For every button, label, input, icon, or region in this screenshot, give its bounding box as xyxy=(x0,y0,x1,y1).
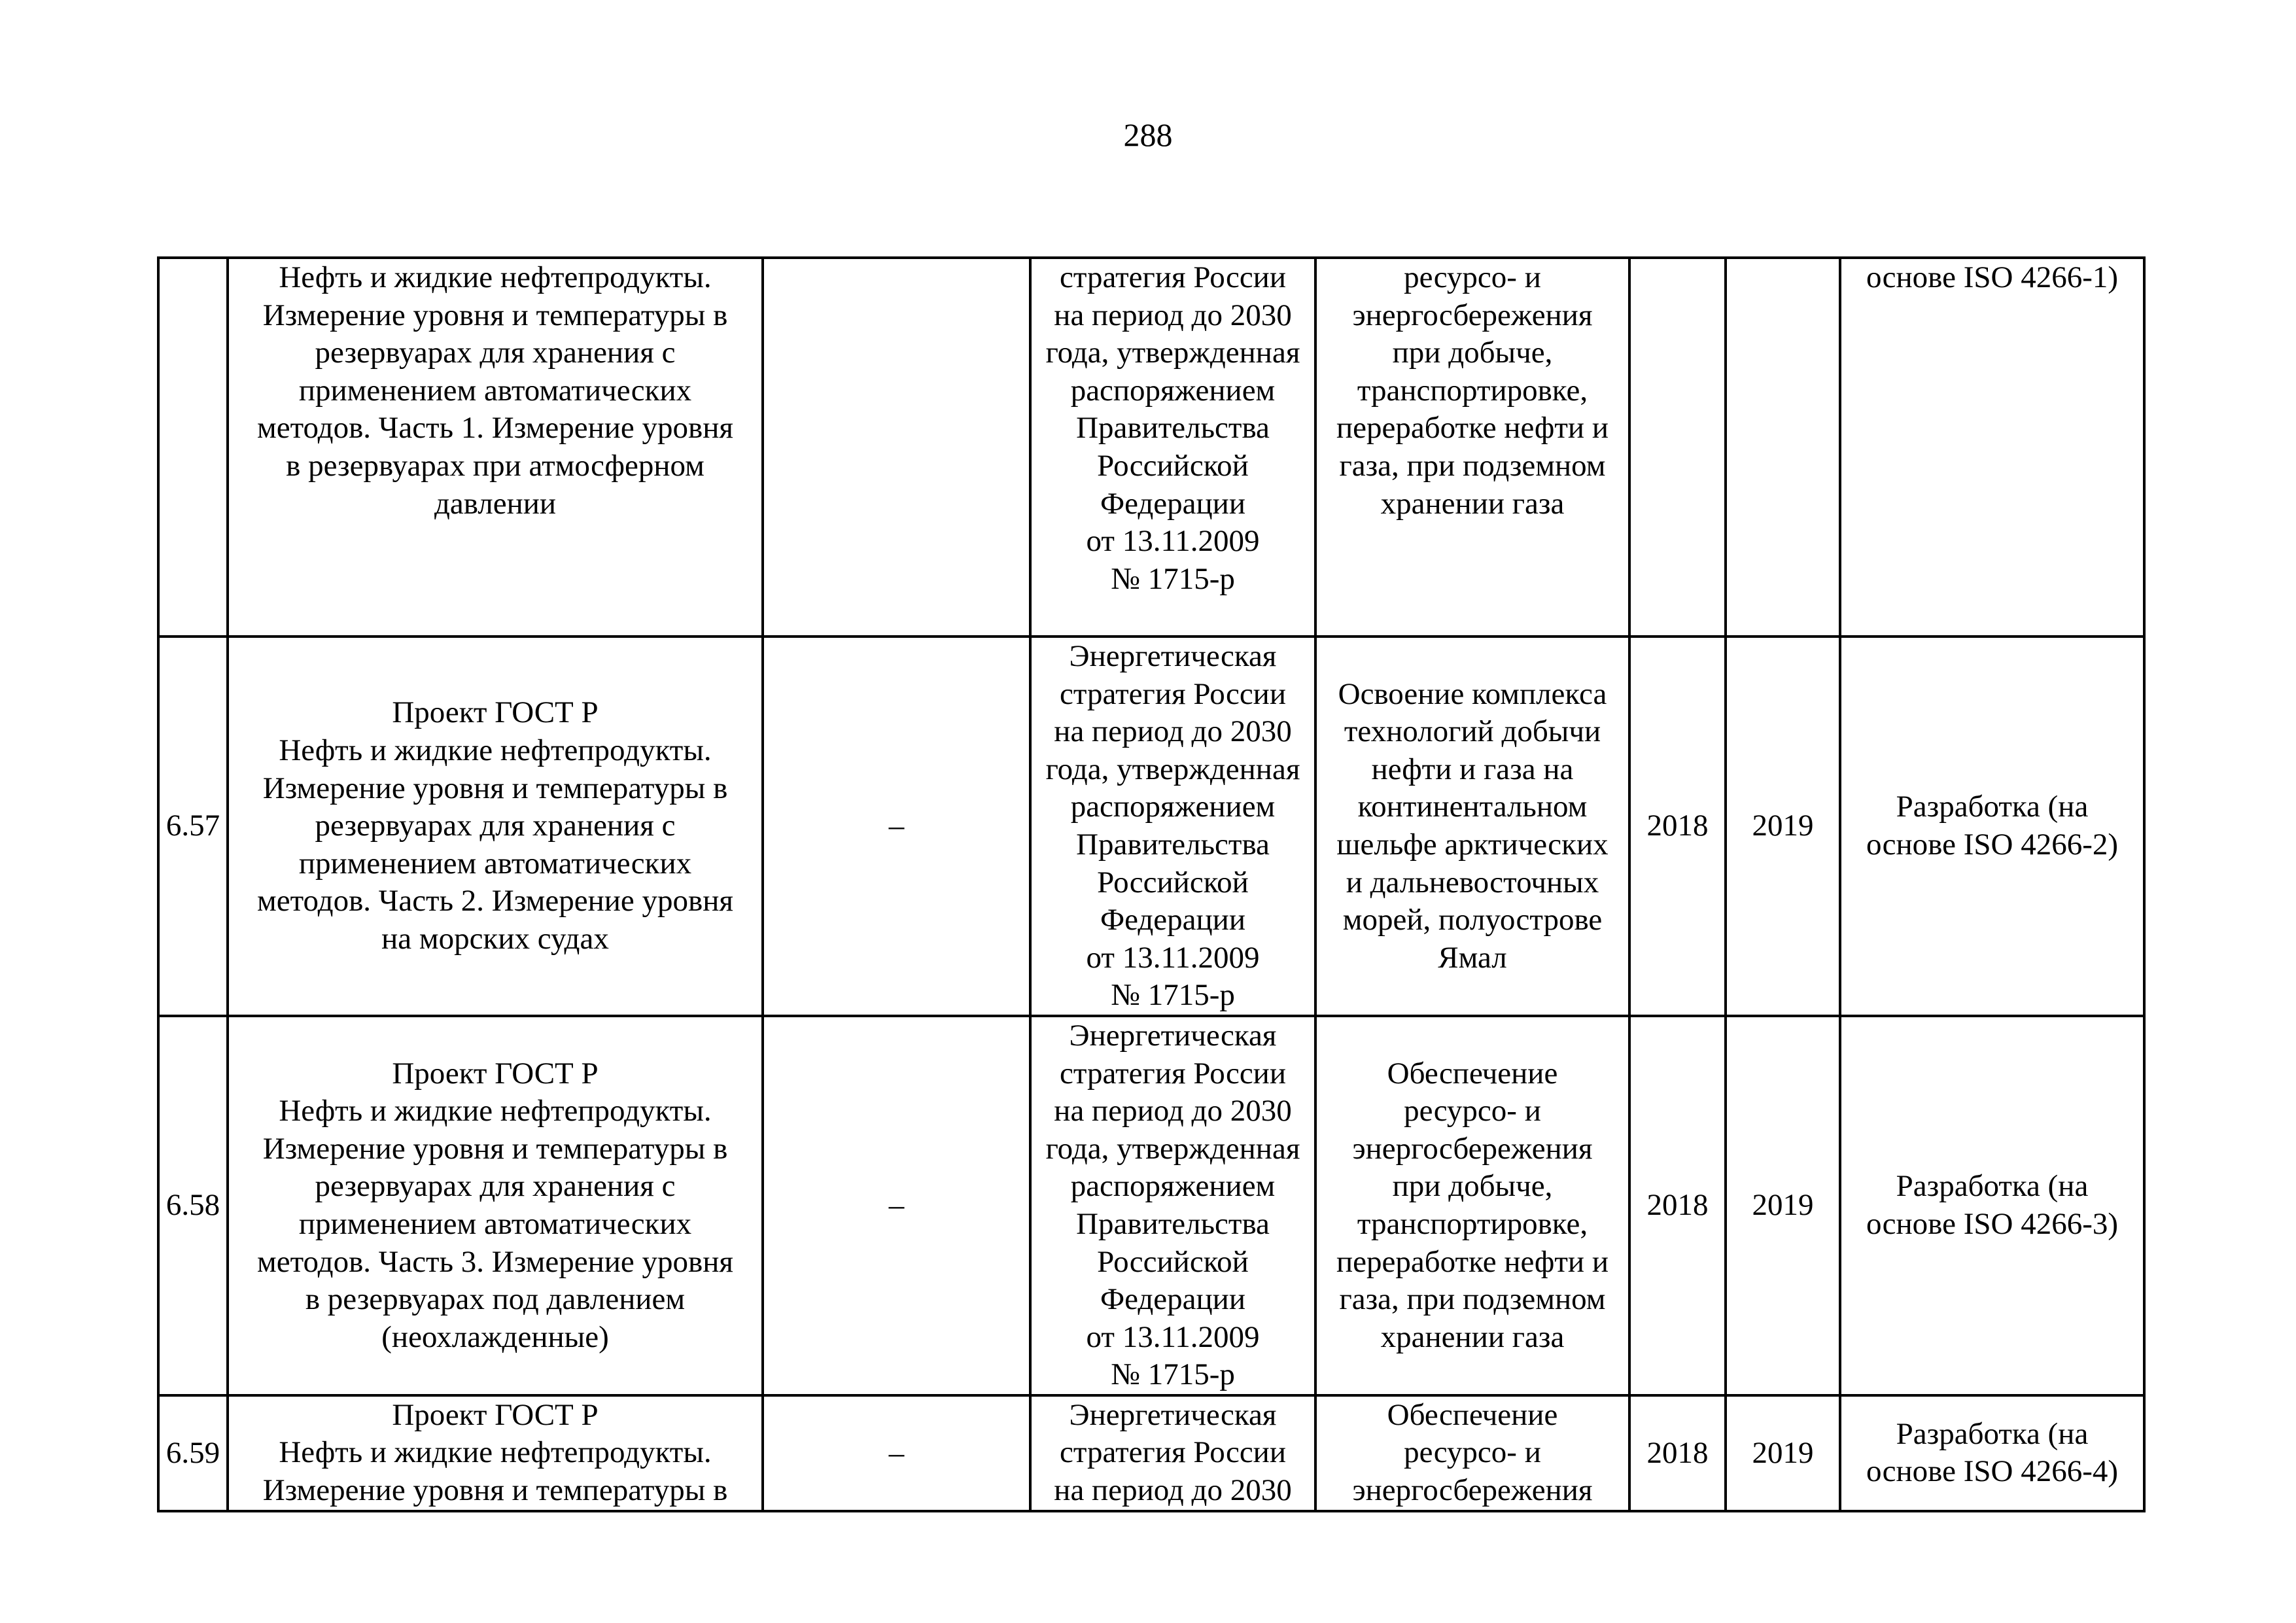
row-number-cell: 6.58 xyxy=(158,1016,228,1395)
goal-line: технологий добычи xyxy=(1344,714,1601,749)
page-number: 288 xyxy=(1123,116,1173,153)
basis-line: Правительства xyxy=(1076,1206,1270,1241)
title-line: на морских судах xyxy=(381,921,609,956)
basis-line: Энергетическая xyxy=(1069,639,1277,673)
title-line: в резервуарах при атмосферном xyxy=(286,448,704,483)
goal-line: морей, полуострове xyxy=(1342,903,1603,937)
basis-cell xyxy=(1030,1395,1315,1511)
goal-line: ресурсо- и xyxy=(1404,260,1541,294)
note-line: Разработка (на xyxy=(1896,1416,2089,1451)
start-year-cell: 2018 xyxy=(1629,1395,1726,1511)
basis-line: Российской xyxy=(1097,865,1249,899)
basis-cell xyxy=(1030,258,1315,637)
basis-line: распоряжением xyxy=(1070,373,1276,408)
goal-line: хранении газа xyxy=(1380,486,1565,521)
note-line: основе ISO 4266-2) xyxy=(1866,827,2118,862)
title-line: резервуарах для хранения с xyxy=(315,809,676,843)
note-line: основе ISO 4266-3) xyxy=(1866,1206,2118,1241)
note-cell xyxy=(1840,1016,2144,1395)
title-line: давлении xyxy=(434,486,557,521)
basis-line: № 1715-р xyxy=(1111,1357,1235,1392)
title-line: Проект ГОСТ Р xyxy=(392,695,599,730)
start-year-cell: 2018 xyxy=(1629,637,1726,1016)
basis-line: Федерации xyxy=(1100,903,1245,937)
basis-line: № 1715-р xyxy=(1111,561,1235,596)
basis-line: года, утвержденная xyxy=(1045,336,1300,370)
note-cell xyxy=(1840,637,2144,1016)
goal-cell xyxy=(1315,258,1629,637)
goal-line: Освоение комплекса xyxy=(1338,676,1607,711)
note-cell xyxy=(1840,258,2144,637)
basis-line: на период до 2030 xyxy=(1054,714,1292,749)
note-line: Разработка (на xyxy=(1896,790,2089,824)
basis-line: распоряжением xyxy=(1070,790,1276,824)
note-cell xyxy=(1840,1395,2144,1511)
title-line: применением автоматических xyxy=(298,373,692,408)
note-line: основе ISO 4266-1) xyxy=(1866,260,2118,294)
goal-line: газа, при подземном xyxy=(1339,1282,1606,1317)
row-number-cell xyxy=(158,258,228,637)
goal-line: газа, при подземном xyxy=(1339,448,1606,483)
title-line: методов. Часть 1. Измерение уровня xyxy=(257,411,733,445)
basis-line: на период до 2030 xyxy=(1054,1094,1292,1128)
title-line: Проект ГОСТ Р xyxy=(392,1397,599,1432)
start-year-cell xyxy=(1629,258,1726,637)
basis-line: года, утвержденная xyxy=(1045,1131,1300,1166)
code-cell: – xyxy=(763,637,1030,1016)
table-row xyxy=(158,1395,2144,1511)
goal-line: транспортировке, xyxy=(1357,373,1588,408)
basis-cell xyxy=(1030,637,1315,1016)
basis-line: № 1715-р xyxy=(1111,978,1235,1013)
title-line: (неохлажденные) xyxy=(381,1319,609,1354)
goal-line: Обеспечение xyxy=(1387,1056,1558,1091)
goal-line: Обеспечение xyxy=(1387,1397,1558,1432)
title-line: методов. Часть 2. Измерение уровня xyxy=(257,884,733,918)
basis-line: Энергетическая xyxy=(1069,1397,1277,1432)
standard-title-cell xyxy=(228,258,763,637)
end-year-cell xyxy=(1726,258,1840,637)
title-line: Нефть и жидкие нефтепродукты. xyxy=(279,733,712,767)
title-line: Измерение уровня и температуры в xyxy=(262,298,728,332)
goal-line: ресурсо- и xyxy=(1404,1094,1541,1128)
row-number-cell: 6.59 xyxy=(158,1395,228,1511)
title-line: методов. Часть 3. Измерение уровня xyxy=(257,1244,733,1279)
goal-line: нефти и газа на xyxy=(1371,752,1574,786)
code-cell xyxy=(763,258,1030,637)
basis-line: от 13.11.2009 xyxy=(1086,1319,1260,1354)
basis-line: на период до 2030 xyxy=(1054,1473,1292,1508)
goal-line: энергосбережения xyxy=(1352,298,1593,332)
basis-line: Правительства xyxy=(1076,411,1270,445)
goal-line: энергосбережения xyxy=(1352,1131,1593,1166)
goal-line: ресурсо- и xyxy=(1404,1435,1541,1470)
end-year-cell: 2019 xyxy=(1726,1395,1840,1511)
note-line: основе ISO 4266-4) xyxy=(1866,1454,2118,1489)
title-line: применением автоматических xyxy=(298,1206,692,1241)
title-line: применением автоматических xyxy=(298,846,692,881)
end-year-cell: 2019 xyxy=(1726,1016,1840,1395)
basis-line: Энергетическая xyxy=(1069,1018,1277,1053)
standard-title-cell xyxy=(228,1016,763,1395)
title-line: резервуарах для хранения с xyxy=(315,1169,676,1204)
basis-line: стратегия России xyxy=(1060,260,1286,294)
table-row xyxy=(158,637,2144,1016)
goal-line: транспортировке, xyxy=(1357,1206,1588,1241)
goal-cell xyxy=(1315,637,1629,1016)
code-cell: – xyxy=(763,1016,1030,1395)
table-row xyxy=(158,258,2144,637)
basis-line: от 13.11.2009 xyxy=(1086,524,1260,559)
basis-line: Правительства xyxy=(1076,827,1270,862)
title-line: Измерение уровня и температуры в xyxy=(262,1131,728,1166)
basis-line: распоряжением xyxy=(1070,1169,1276,1204)
table-row xyxy=(158,1016,2144,1395)
basis-line: Российской xyxy=(1097,448,1249,483)
goal-line: переработке нефти и xyxy=(1336,1244,1609,1279)
goal-line: энергосбережения xyxy=(1352,1473,1593,1508)
standard-title-cell xyxy=(228,637,763,1016)
goal-line: переработке нефти и xyxy=(1336,411,1609,445)
basis-line: года, утвержденная xyxy=(1045,752,1300,786)
title-line: Нефть и жидкие нефтепродукты. xyxy=(279,260,712,294)
code-cell: – xyxy=(763,1395,1030,1511)
goal-line: шельфе арктических xyxy=(1336,827,1609,862)
note-line: Разработка (на xyxy=(1896,1169,2089,1204)
basis-cell xyxy=(1030,1016,1315,1395)
basis-line: стратегия России xyxy=(1060,1435,1286,1470)
basis-line: Российской xyxy=(1097,1244,1249,1279)
start-year-cell: 2018 xyxy=(1629,1016,1726,1395)
basis-line: от 13.11.2009 xyxy=(1086,940,1260,975)
basis-line: Федерации xyxy=(1100,1282,1245,1317)
standard-title-cell xyxy=(228,1395,763,1511)
goal-cell xyxy=(1315,1016,1629,1395)
basis-line: стратегия России xyxy=(1060,1056,1286,1091)
title-line: резервуарах для хранения с xyxy=(315,336,676,370)
goal-line: и дальневосточных xyxy=(1346,865,1599,899)
goal-line: Ямал xyxy=(1438,940,1507,975)
title-line: Проект ГОСТ Р xyxy=(392,1056,599,1091)
title-line: Измерение уровня и температуры в xyxy=(262,1473,728,1508)
row-number-cell: 6.57 xyxy=(158,637,228,1016)
basis-line: Федерации xyxy=(1100,486,1245,521)
basis-line: на период до 2030 xyxy=(1054,298,1292,332)
title-line: Измерение уровня и температуры в xyxy=(262,771,728,805)
goal-line: при добыче, xyxy=(1392,336,1553,370)
title-line: Нефть и жидкие нефтепродукты. xyxy=(279,1094,712,1128)
end-year-cell: 2019 xyxy=(1726,637,1840,1016)
standards-table xyxy=(157,256,2146,1512)
title-line: в резервуарах под давлением xyxy=(305,1282,686,1317)
goal-line: при добыче, xyxy=(1392,1169,1553,1204)
goal-cell xyxy=(1315,1395,1629,1511)
goal-line: хранении газа xyxy=(1380,1319,1565,1354)
title-line: Нефть и жидкие нефтепродукты. xyxy=(279,1435,712,1470)
goal-line: континентальном xyxy=(1357,790,1588,824)
basis-line: стратегия России xyxy=(1060,676,1286,711)
